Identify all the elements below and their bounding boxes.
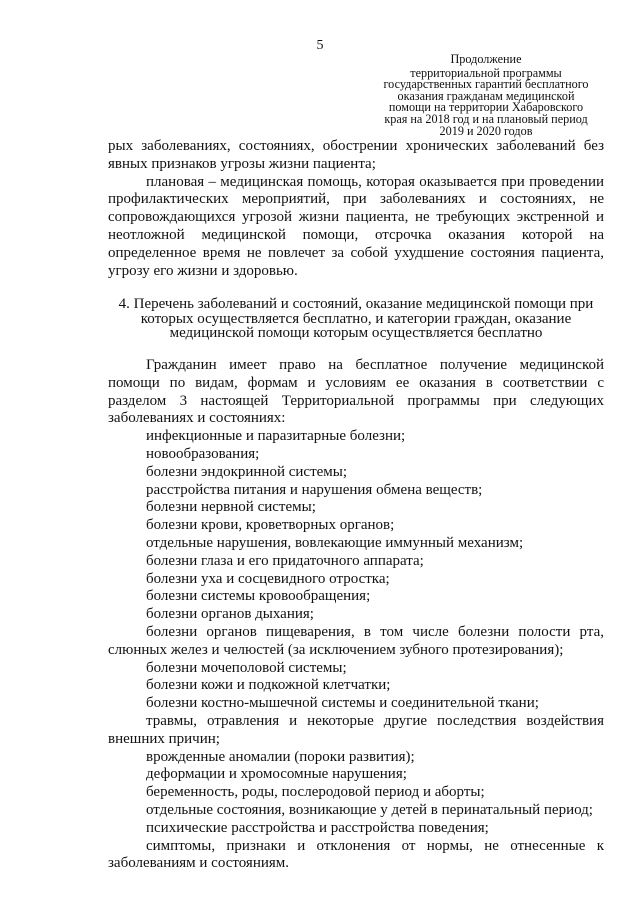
header-line: оказания гражданам медицинской — [397, 88, 575, 103]
intro-paragraph: рых заболеваниях, состояниях, обострении хронических заболеваний без явных признаков угрозы жизни пациента; — [108, 138, 604, 172]
list-item: отдельные нарушения, вовлекающие иммунный механизм; — [146, 534, 524, 551]
list-item: расстройства питания и нарушения обмена веществ; — [146, 481, 483, 498]
conditions-list — [108, 428, 604, 873]
list-item: болезни кожи и подкожной клетчатки; — [146, 677, 391, 694]
list-item: болезни нервной системы; — [146, 499, 316, 516]
list-item: отдельные состояния, возникающие у детей в перинатальный период; — [146, 801, 593, 818]
list-item: новообразования; — [146, 445, 260, 462]
header-line: 2019 и 2020 годов — [439, 123, 533, 138]
list-item: болезни костно-мышечной системы и соединительной ткани; — [146, 695, 539, 712]
header-continuation: Продолжение — [450, 52, 522, 66]
header-line: края на 2018 год и на плановый период — [384, 111, 588, 126]
list-item: травмы, отравления и некоторые другие последствия воздействия внешних причин; — [108, 712, 604, 747]
list-item: симптомы, признаки и отклонения от нормы, не отнесенные к заболеваниям и состояниям. — [108, 837, 604, 872]
list-item: болезни уха и сосцевидного отростка; — [146, 570, 390, 587]
list-item: болезни системы кровообращения; — [146, 588, 371, 605]
list-item: болезни мочеполовой системы; — [146, 659, 347, 676]
list-item: болезни глаза и его придаточного аппарата; — [146, 552, 424, 569]
header-line: помощи на территории Хабаровского — [388, 100, 584, 115]
document-header — [372, 54, 600, 137]
section-intro: Гражданин имеет право на бесплатное получение медицинской помощи по видам, формам и условиям ее оказания в соответствии с разделом 3 настоящей Территориальной программы при следующих заболеваниях и состояниях: — [108, 356, 604, 427]
list-item: болезни органов пищеварения, в том числе болезни полости рта, слюнных желез и челюстей (за исключением зубного протезирования); — [108, 623, 604, 658]
page-number: 5 — [316, 38, 324, 53]
header-line: территориальной программы — [410, 65, 562, 80]
list-item: врожденные аномалии (пороки развития); — [146, 748, 415, 765]
document-body — [108, 138, 604, 873]
header-line: государственных гарантий бесплатного — [383, 77, 589, 92]
list-item: болезни крови, кроветворных органов; — [146, 517, 395, 534]
list-item: деформации и хромосомные нарушения; — [146, 766, 407, 783]
list-item: болезни эндокринной системы; — [146, 463, 348, 480]
list-item: беременность, роды, послеродовой период и аборты; — [146, 784, 485, 801]
section-title: 4. Перечень заболеваний и состояний, оказание медицинской помощи при которых осуществляется бесплатно, и категории граждан, оказание медицинской помощи которым осуществляется бесплатно — [118, 296, 594, 341]
list-item: болезни органов дыхания; — [146, 606, 314, 623]
intro-paragraph: плановая – медицинская помощь, которая оказывается при проведении профилактических мероприятий, при заболеваниях и состояниях, не сопровождающихся угрозой жизни пациента, не требующих экстренной и неотложной медицинской помощи, отсрочка оказания которой на определенное время не повлечет за собой ухудшение состояния пациента, угрозу его жизни и здоровью. — [108, 173, 604, 279]
list-item: инфекционные и паразитарные болезни; — [146, 428, 406, 445]
list-item: психические расстройства и расстройства поведения; — [146, 819, 489, 836]
